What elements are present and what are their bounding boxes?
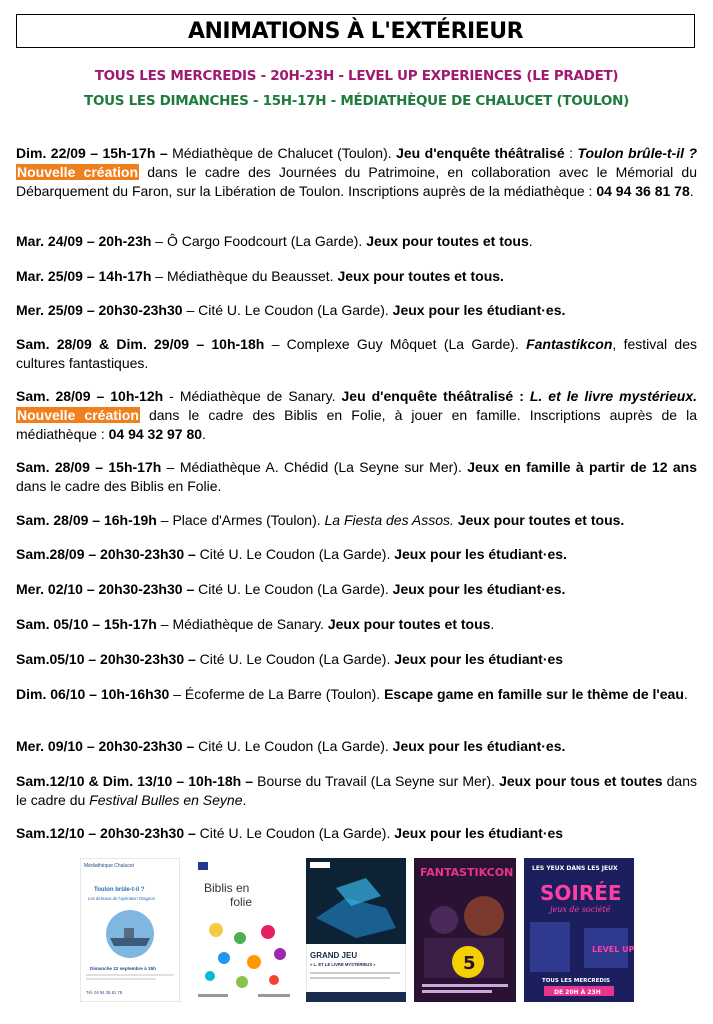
svg-text:Biblis en: Biblis en [204,881,250,895]
svg-text:FANTASTIKCON: FANTASTIKCON [420,866,514,879]
poster-soiree-jeux [524,858,634,1002]
svg-text:Tél. 04 94 36 81 78: Tél. 04 94 36 81 78 [86,990,123,995]
event-item: Sam.12/10 & Dim. 13/10 – 10h-18h – Bourse du Travail (La Seyne sur Mer). Jeux pour tous et toutes dans le cadre du Festival Bulles en Seyne. [16,773,697,808]
svg-text:TOUS LES MERCREDIS: TOUS LES MERCREDIS [542,978,610,984]
svg-text:LEVEL UP: LEVEL UP [592,945,634,954]
phone-number: 04 94 36 81 78 [596,183,690,199]
event-item: Sam. 05/10 – 15h-17h – Médiathèque de Sanary. Jeux pour toutes et tous. [16,616,495,632]
svg-text:SOIRÉE: SOIRÉE [540,881,622,905]
event-item: Sam.28/09 – 20h30-23h30 – Cité U. Le Coudon (La Garde). Jeux pour les étudiant·es. [16,546,567,562]
event-item: Mar. 24/09 – 20h-23h – Ô Cargo Foodcourt (La Garde). Jeux pour toutes et tous. [16,233,533,249]
event-item: Sam. 28/09 – 16h-19h – Place d'Armes (Toulon). La Fiesta des Assos. Jeux pour toutes et tous. [16,512,625,528]
event-item: Mer. 02/10 – 20h30-23h30 – Cité U. Le Coudon (La Garde). Jeux pour les étudiant·es. [16,581,566,597]
svg-text:5: 5 [463,953,476,974]
page-title-box [16,14,695,48]
event-item: Sam.12/10 – 20h30-23h30 – Cité U. Le Coudon (La Garde). Jeux pour les étudiant·es [16,825,564,841]
svg-text:GRAND JEU: GRAND JEU [310,951,358,960]
svg-text:Dimanche 22 septembre à 15h: Dimanche 22 septembre à 15h [90,966,156,971]
event-item: Sam.05/10 – 20h30-23h30 – Cité U. Le Coudon (La Garde). Jeux pour les étudiant·es [16,651,564,667]
poster-biblis-en-folie [194,858,296,1002]
svg-text:folie: folie [230,895,253,909]
page-title: ANIMATIONS À L'EXTÉRIEUR [187,18,524,44]
new-creation-badge: Nouvelle création [17,407,139,423]
new-creation-badge: Nouvelle création [17,164,139,180]
poster-toulon-brule [80,858,180,1002]
phone-number: 04 94 32 97 80 [108,426,203,442]
svg-text:Médiathèque Chalucet: Médiathèque Chalucet [84,863,135,869]
event-item: Mer. 25/09 – 20h30-23h30 – Cité U. Le Coudon (La Garde). Jeux pour les étudiant·es. [16,302,566,318]
svg-text:Toulon brûle-t-il ?: Toulon brûle-t-il ? [94,887,145,893]
poster-grand-jeu [306,858,406,1002]
svg-text:DE 20H À 23H: DE 20H À 23H [554,989,601,996]
schedule-sundays: TOUS LES DIMANCHES - 15H-17H - MÉDIATHÈQUE DE CHALUCET (TOULON) [84,93,629,109]
event-item: Mer. 09/10 – 20h30-23h30 – Cité U. Le Coudon (La Garde). Jeux pour les étudiant·es. [16,738,566,754]
event-item: Sam. 28/09 & Dim. 29/09 – 10h-18h – Complexe Guy Môquet (La Garde). Fantastikcon, festival des cultures fantastiques. [16,336,697,371]
svg-text:jeux de société: jeux de société [550,905,611,914]
svg-text:LES YEUX DANS LES JEUX: LES YEUX DANS LES JEUX [532,865,618,872]
event-item: Mar. 25/09 – 14h-17h – Médiathèque du Beausset. Jeux pour toutes et tous. [16,268,504,284]
event-item: Sam. 28/09 – 10h-12h - Médiathèque de Sanary. Jeu d'enquête théâtralisé : L. et le livre mystérieux. Nouvelle création dans le cadre des Biblis en Folie, à jouer en famille. Inscriptions auprès de la médiathèque : 04 94 32 97 80. [16,388,698,442]
poster-grand-jeu-art [306,858,406,1002]
poster-thumbnails [80,858,634,1004]
schedule-wednesdays: TOUS LES MERCREDIS - 20H-23H - LEVEL UP EXPERIENCES (LE PRADET) [94,68,619,84]
poster-fantastikcon [414,858,516,1002]
event-item: Dim. 06/10 – 10h-16h30 – Écoferme de La Barre (Toulon). Escape game en famille sur le thème de l'eau. [16,686,688,702]
poster-toulon-brule-art [80,858,180,1002]
poster-soiree-art [524,858,634,1002]
poster-biblis-art [194,858,296,1002]
svg-text:« L. ET LE LIVRE MYSTÉRIEUX »: « L. ET LE LIVRE MYSTÉRIEUX » [310,962,376,967]
svg-text:Les dessous de l'opération Dra: Les dessous de l'opération Dragoon [88,896,155,901]
event-item: Dim. 22/09 – 15h-17h – Médiathèque de Chalucet (Toulon). Jeu d'enquête théâtralisé : Toulon brûle-t-il ? Nouvelle création dans le cadre des Journées du Patrimoine, en collaboration avec le Mémorial du Débarquement du Faron, sur la Libération de Toulon. Inscriptions auprès de la médiathèque : 04 94 36 81 78. [16,145,698,199]
poster-fantastikcon-art [414,858,516,1002]
event-item: Sam. 28/09 – 15h-17h – Médiathèque A. Chédid (La Seyne sur Mer). Jeux en famille à partir de 12 ans dans le cadre des Biblis en Folie. [16,459,697,494]
